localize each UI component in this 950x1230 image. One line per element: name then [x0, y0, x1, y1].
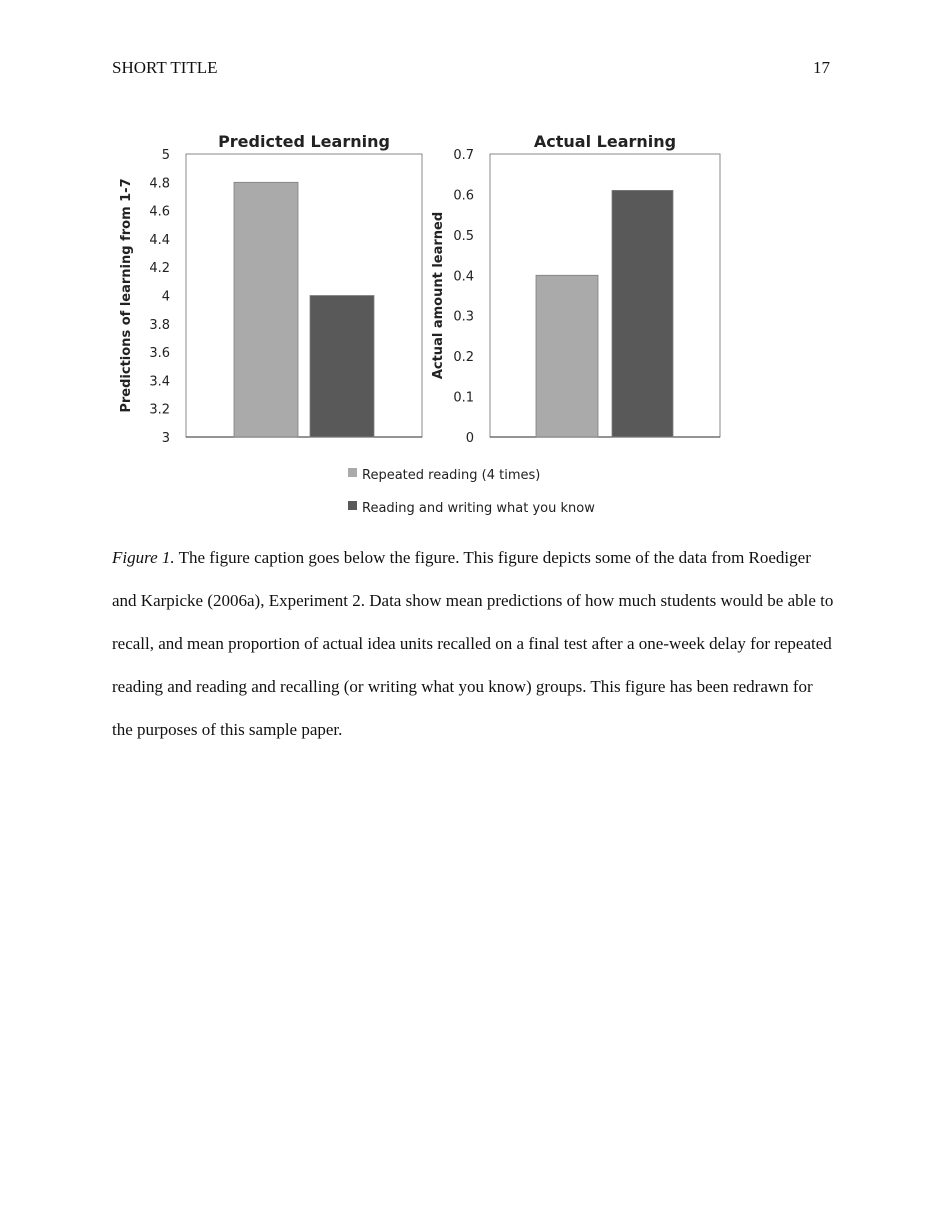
predicted-y-tick-label: 4.8 — [149, 176, 170, 192]
predicted-y-tick-label: 3.8 — [149, 317, 170, 333]
predicted-y-tick-label: 4.6 — [149, 204, 170, 220]
actual-y-tick-label: 0.1 — [453, 390, 474, 406]
predicted-y-tick-label: 3.4 — [149, 374, 170, 390]
predicted-y-tick-label: 3 — [161, 431, 170, 446]
predicted-y-tick-label: 4 — [161, 289, 170, 305]
actual-y-tick-label: 0.2 — [453, 350, 474, 366]
legend-label-reading-and-writing: Reading and writing what you know — [362, 501, 595, 516]
predicted-chart-title: Predicted Learning — [218, 132, 390, 151]
page-number: 17 — [813, 58, 830, 77]
predicted-y-tick-label: 5 — [161, 148, 170, 163]
predicted-y-tick-label: 3.6 — [149, 346, 170, 362]
actual-bar-repeated-reading — [536, 275, 598, 437]
predicted-bar-repeated-reading — [234, 182, 298, 437]
legend-swatch-reading-and-writing — [348, 501, 357, 510]
figure-caption-text: The figure caption goes below the figure. This figure depicts some of the data from Roediger and Karpicke (2006a), Experiment 2. Data show mean predictions of how much students would be able to recall, and mean proportion of actual idea units recalled on a final test after a one-week delay for repeated reading and reading and recalling (or writing what you know) groups. This figure has been redrawn for the purposes of this sample paper. — [112, 548, 834, 739]
actual-y-axis-label: Actual amount learned — [431, 211, 446, 380]
actual-y-tick-label: 0.5 — [453, 228, 474, 244]
actual-y-tick-label: 0.3 — [453, 309, 474, 325]
predicted-plot-frame — [186, 154, 422, 437]
actual-y-tick-label: 0 — [465, 431, 474, 446]
figure-caption-label: Figure 1. — [112, 548, 175, 567]
figure-1-chart — [110, 126, 740, 528]
predicted-y-axis-label: Predictions of learning from 1-7 — [119, 178, 134, 413]
figure-caption — [112, 536, 836, 751]
actual-bar-reading-and-writing — [612, 190, 673, 437]
actual-plot-frame — [490, 154, 720, 437]
actual-chart-title: Actual Learning — [533, 132, 677, 151]
running-head: SHORT TITLE — [112, 58, 218, 77]
legend-label-repeated-reading: Repeated reading (4 times) — [362, 468, 541, 483]
figure-1 — [110, 126, 740, 528]
actual-y-tick-label: 0.7 — [453, 148, 474, 163]
actual-y-tick-label: 0.4 — [453, 269, 474, 285]
predicted-y-tick-label: 4.2 — [149, 261, 170, 277]
predicted-y-tick-label: 4.4 — [149, 232, 170, 248]
actual-y-tick-label: 0.6 — [453, 188, 474, 204]
predicted-bar-reading-and-writing — [310, 296, 374, 438]
legend-swatch-repeated-reading — [348, 468, 357, 477]
predicted-y-tick-label: 3.2 — [149, 402, 170, 418]
